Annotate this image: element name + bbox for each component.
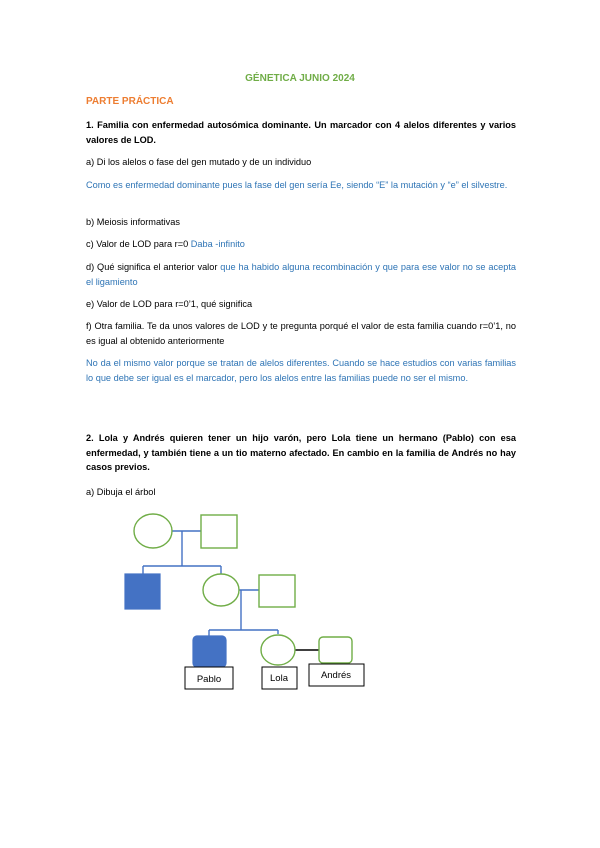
andres-label: Andrés <box>320 670 352 681</box>
pablo-affected-symbol <box>193 636 226 667</box>
question-1a: a) Di los alelos o fase del gen mutado y de un individuo <box>86 157 312 167</box>
grandfather-symbol <box>201 515 237 548</box>
answer-1f: No da el mismo valor porque se tratan de alelos diferentes. Cuando se hace estudios con varias familias lo que debe ser igual es el marcador, pero los alelos entre las familias puede no ser el mismo. <box>86 358 516 383</box>
question-2a: a) Dibuja el árbol <box>86 487 156 497</box>
document-title: GÉNETICA JUNIO 2024 <box>245 73 355 84</box>
section-heading: PARTE PRÁCTICA <box>86 96 174 107</box>
answer-1c: Daba -infinito <box>190 239 245 249</box>
answer-1a: Como es enfermedad dominante pues la fase del gen sería Ee, siendo “E” la mutación y “e” el silvestre. <box>86 180 508 190</box>
lola-label: Lola <box>270 673 288 684</box>
question-1-number: 1. <box>86 120 94 130</box>
question-1b: b) Meiosis informativas <box>86 217 180 227</box>
question-1-text: Familia con enfermedad autosómica dominante. Un marcador con 4 alelos diferentes y varios valores de LOD. <box>86 120 516 145</box>
question-2-text: Lola y Andrés quieren tener un hijo varón, pero Lola tiene un hermano (Pablo) con esa enfermedad, y también tiene a un tio materno afectado. En cambio en la familia de Andrés no hay casos previos. <box>86 433 516 472</box>
question-2-number: 2. <box>86 433 94 443</box>
father-symbol <box>259 575 295 607</box>
answer-1d: que ha habido alguna recombinación y que para ese valor no se acepta el ligamiento <box>86 262 516 287</box>
grandmother-symbol <box>134 514 172 548</box>
question-1c-text: c) Valor de LOD para r=0 <box>86 239 189 249</box>
lola-symbol <box>261 635 295 665</box>
pablo-label: Pablo <box>196 674 222 685</box>
affected-maternal-uncle-symbol <box>125 574 160 609</box>
andres-symbol <box>319 637 352 663</box>
question-1f: f) Otra familia. Te da unos valores de LOD y te pregunta porqué el valor de esta familia cuando r=0’1, no es igual al obtenido anteriormente <box>86 321 516 346</box>
question-1d-text: d) Qué significa el anterior valor <box>86 262 218 272</box>
question-1e: e) Valor de LOD para r=0’1, qué significa <box>86 299 253 309</box>
mother-symbol <box>203 574 239 606</box>
